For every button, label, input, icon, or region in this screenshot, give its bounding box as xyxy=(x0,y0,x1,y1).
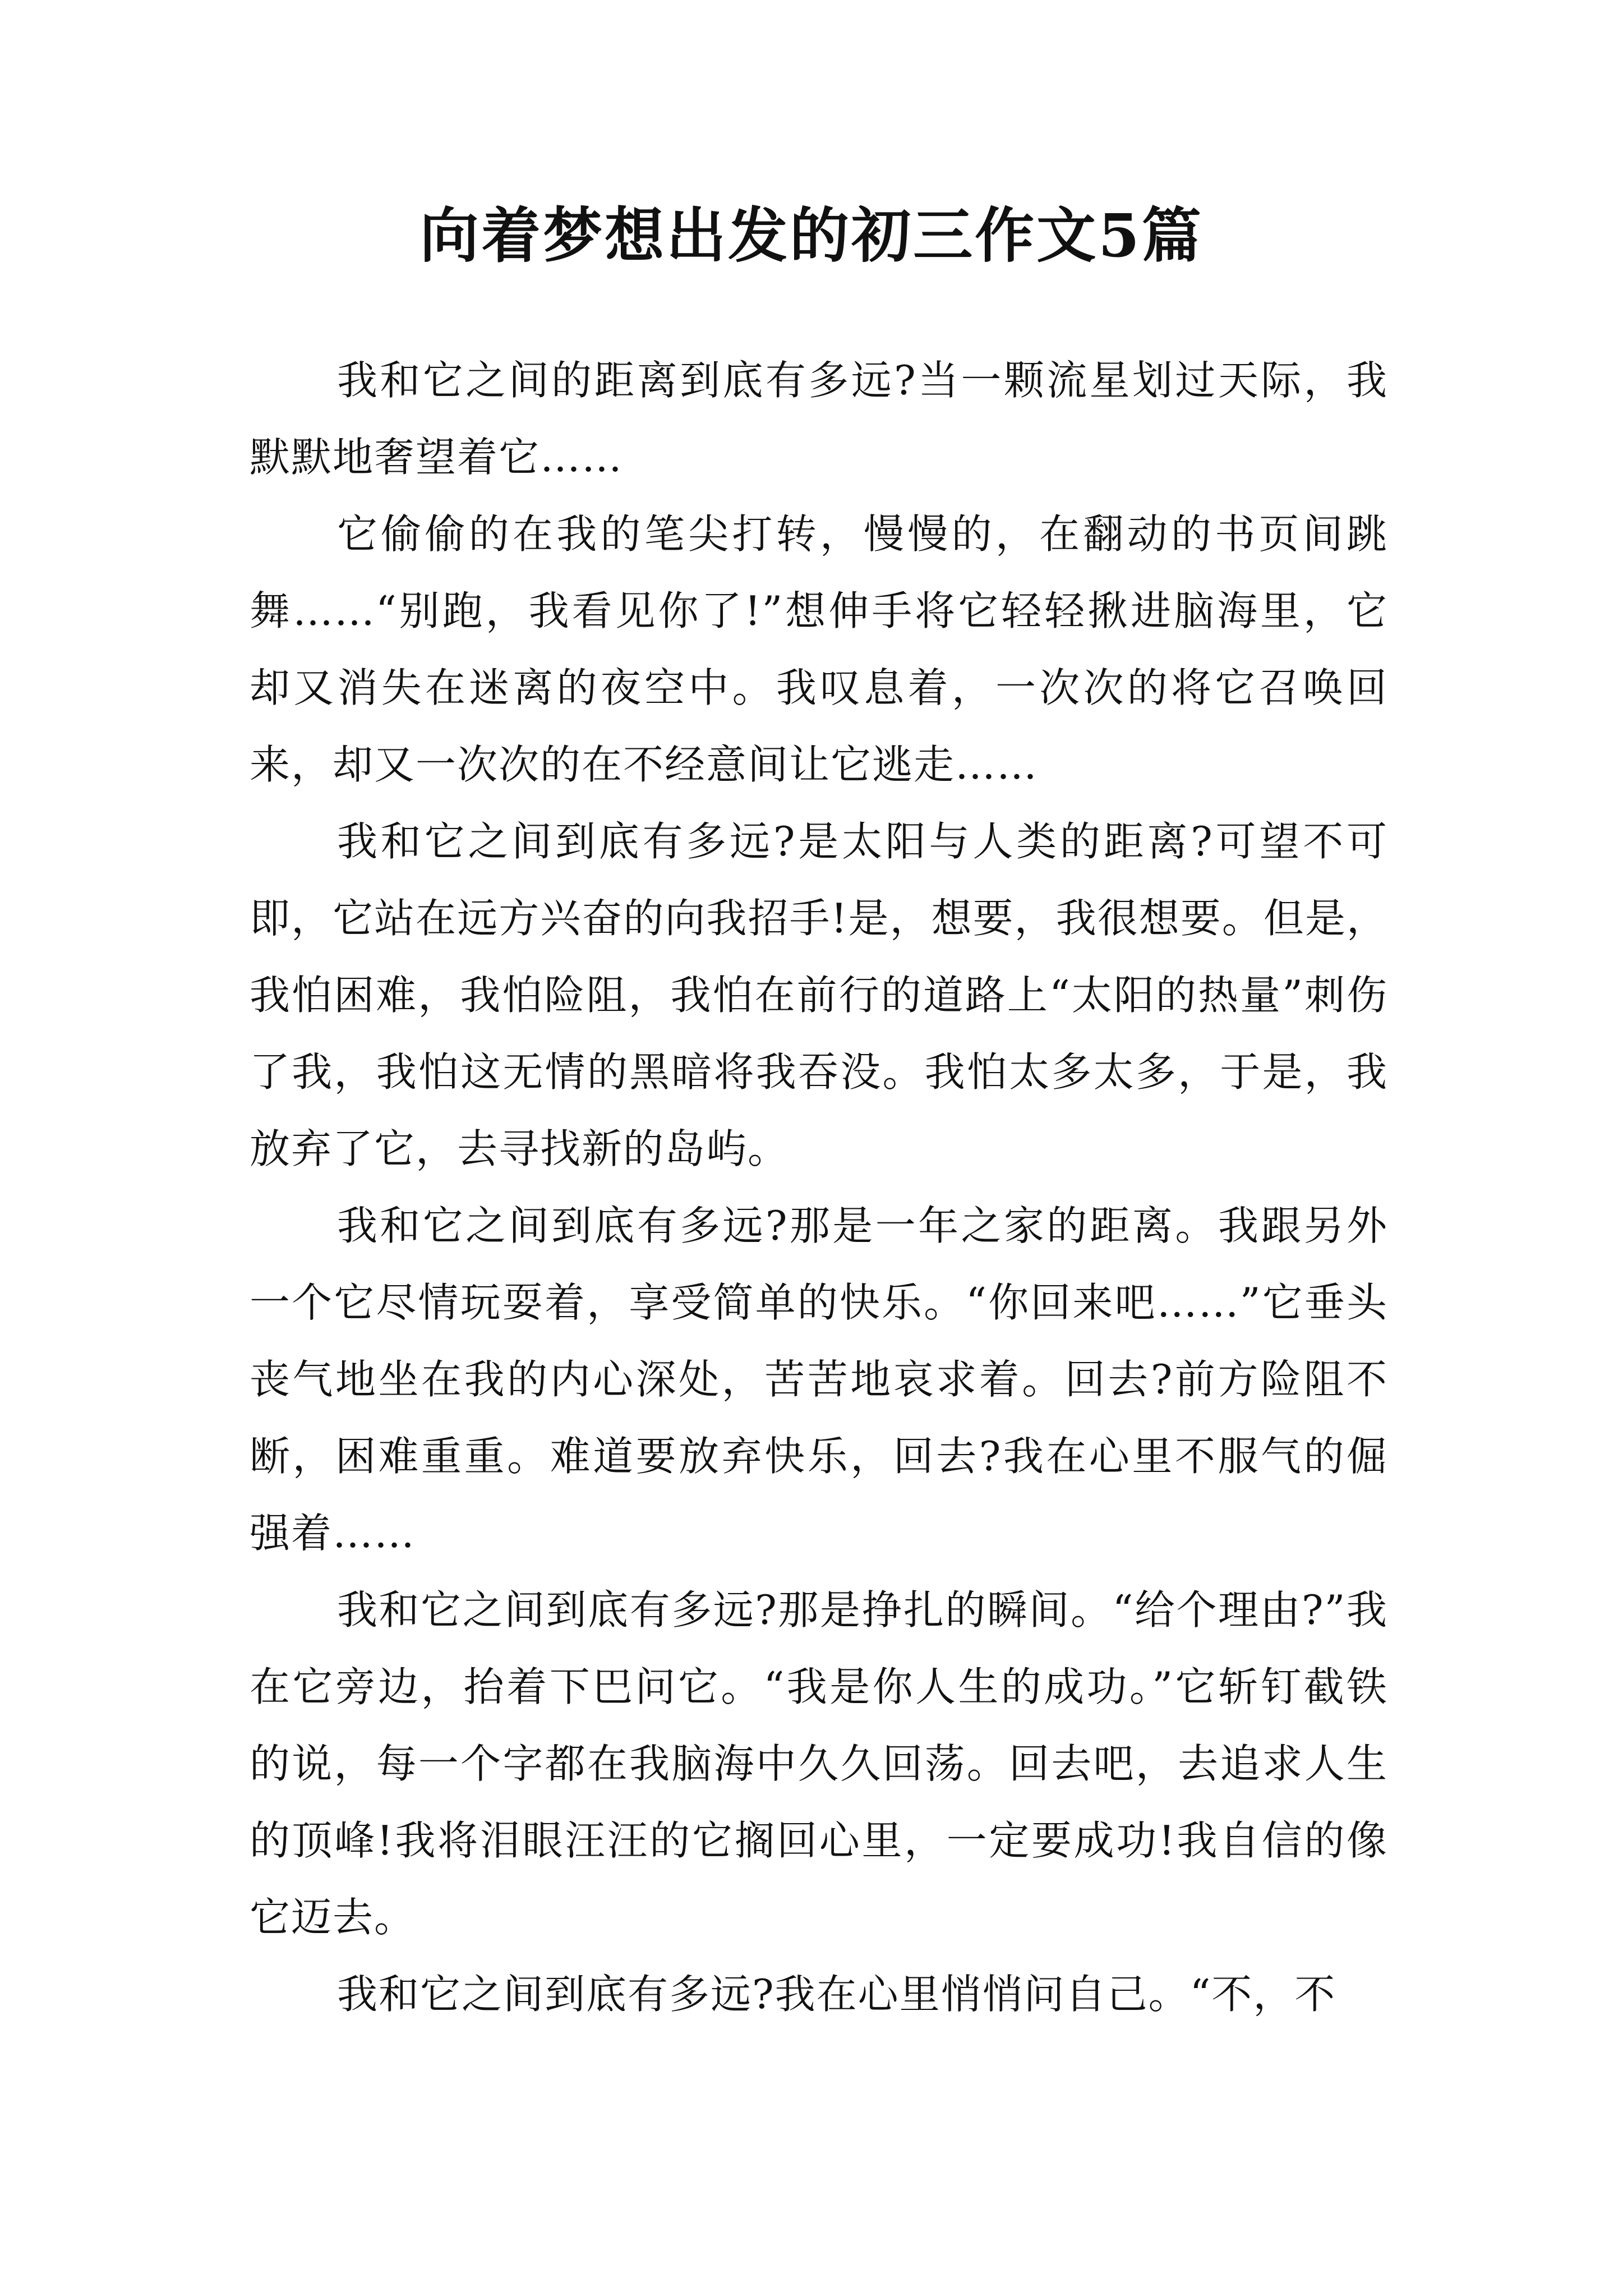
paragraph: 我和它之间到底有多远?那是一年之家的距离。我跟另外一个它尽情玩耍着，享受简单的快乐。“你回来吧……”它垂头丧气地坐在我的内心深处，苦苦地哀求着。回去?前方险阻不断，困难重重。难道要放弃快乐，回去?我在心里不服气的倔强着…… xyxy=(250,1202,1388,1557)
paragraph: 它偷偷的在我的笔尖打转，慢慢的，在翻动的书页间跳舞……“别跑，我看见你了!”想伸手将它轻轻揪进脑海里，它却又消失在迷离的夜空中。我叹息着，一次次的将它召唤回来，却又一次次的在不经意间让它逃走…… xyxy=(250,510,1388,788)
paragraph: 我和它之间到底有多远?我在心里悄悄问自己。“不，不 xyxy=(337,1971,1336,2018)
paragraph: 我和它之间的距离到底有多远?当一颗流星划过天际，我默默地奢望着它…… xyxy=(250,357,1388,481)
paragraph: 我和它之间到底有多远?那是挣扎的瞬间。“给个理由?”我在它旁边，抬着下巴问它。“我是你人生的成功。”它斩钉截铁的说，每一个字都在我脑海中久久回荡。回去吧，去追求人生的顶峰!我将泪眼汪汪的它搁回心里，一定要成功!我自信的像它迈去。 xyxy=(250,1586,1388,1941)
document-title: 向着梦想出发的初三作文5篇 xyxy=(419,200,1204,270)
document-body xyxy=(250,342,1388,2033)
paragraph: 我和它之间到底有多远?是太阳与人类的距离?可望不可即，它站在远方兴奋的向我招手!是，想要，我很想要。但是，我怕困难，我怕险阻，我怕在前行的道路上“太阳的热量”刺伤了我，我怕这无情的黑暗将我吞没。我怕太多太多，于是，我放弃了它，去寻找新的岛屿。 xyxy=(250,818,1388,1172)
